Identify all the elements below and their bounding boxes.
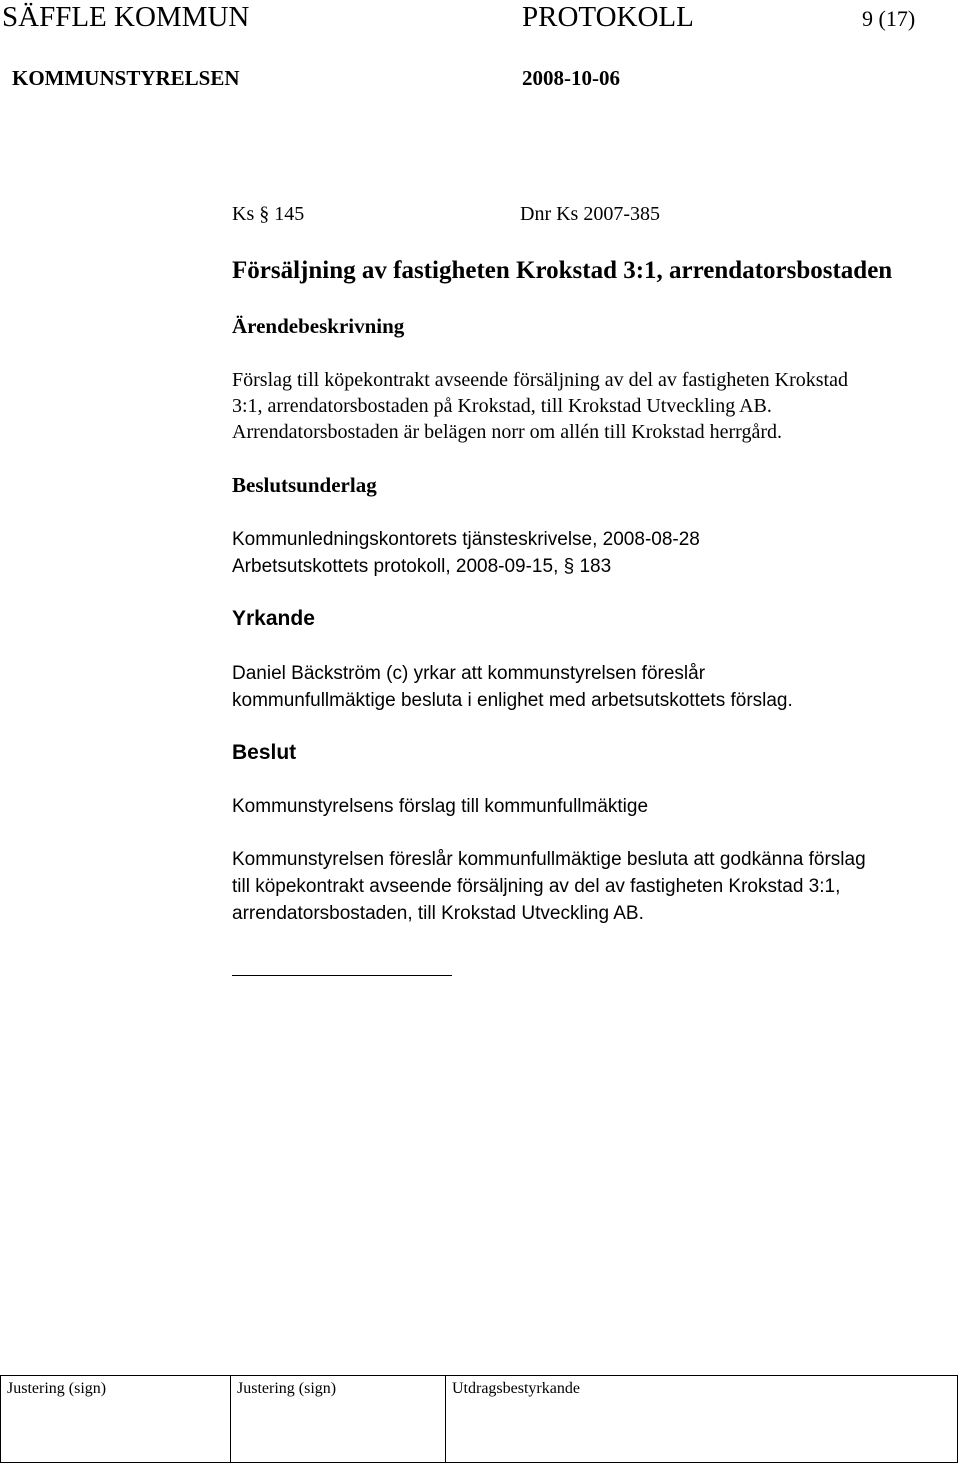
basis-body	[232, 526, 700, 580]
motion-body	[232, 660, 793, 714]
description-line: Förslag till köpekontrakt avseende försäljning av del av fastigheten Krokstad	[232, 369, 848, 391]
description-body	[232, 367, 848, 445]
motion-heading: Yrkande	[232, 607, 315, 630]
decision-line: arrendatorsbostaden, till Krokstad Utveckling AB.	[232, 903, 644, 924]
motion-line: kommunfullmäktige besluta i enlighet med arbetsutskottets förslag.	[232, 690, 793, 711]
signature-cell	[231, 1376, 446, 1462]
decision-heading: Beslut	[232, 741, 297, 764]
signature-footer	[0, 1375, 958, 1463]
meeting-date: 2008-10-06	[522, 66, 620, 90]
decision-body	[232, 846, 866, 927]
description-heading: Ärendebeskrivning	[232, 314, 405, 338]
signature-label: Justering (sign)	[7, 1380, 107, 1397]
case-title: Försäljning av fastigheten Krokstad 3:1, arrendatorsbostaden	[232, 257, 893, 284]
basis-line: Kommunledningskontorets tjänsteskrivelse, 2008-08-28	[232, 529, 700, 550]
municipality-name: SÄFFLE KOMMUN	[2, 1, 250, 33]
decision-subheading: Kommunstyrelsens förslag till kommunfullmäktige	[232, 796, 649, 817]
registry-number: Dnr Ks 2007-385	[520, 203, 660, 225]
certification-label: Utdragsbestyrkande	[452, 1380, 580, 1397]
decision-line: Kommunstyrelsen föreslår kommunfullmäktige besluta att godkänna förslag	[232, 849, 866, 870]
motion-line: Daniel Bäckström (c) yrkar att kommunstyrelsen föreslår	[232, 663, 706, 684]
basis-line: Arbetsutskottets protokoll, 2008-09-15, § 183	[232, 556, 612, 577]
description-line: Arrendatorsbostaden är belägen norr om allén till Krokstad herrgård.	[232, 421, 782, 443]
page-number: 9 (17)	[862, 6, 916, 31]
committee-name: KOMMUNSTYRELSEN	[12, 66, 240, 90]
signature-label: Justering (sign)	[237, 1380, 337, 1397]
certification-cell	[446, 1376, 957, 1462]
description-line: 3:1, arrendatorsbostaden på Krokstad, till Krokstad Utveckling AB.	[232, 395, 772, 417]
separator-rule	[232, 975, 452, 976]
case-number: Ks § 145	[232, 203, 305, 225]
basis-heading: Beslutsunderlag	[232, 473, 377, 497]
decision-line: till köpekontrakt avseende försäljning av del av fastigheten Krokstad 3:1,	[232, 876, 841, 897]
signature-cell	[1, 1376, 231, 1462]
document-type: PROTOKOLL	[522, 1, 694, 33]
